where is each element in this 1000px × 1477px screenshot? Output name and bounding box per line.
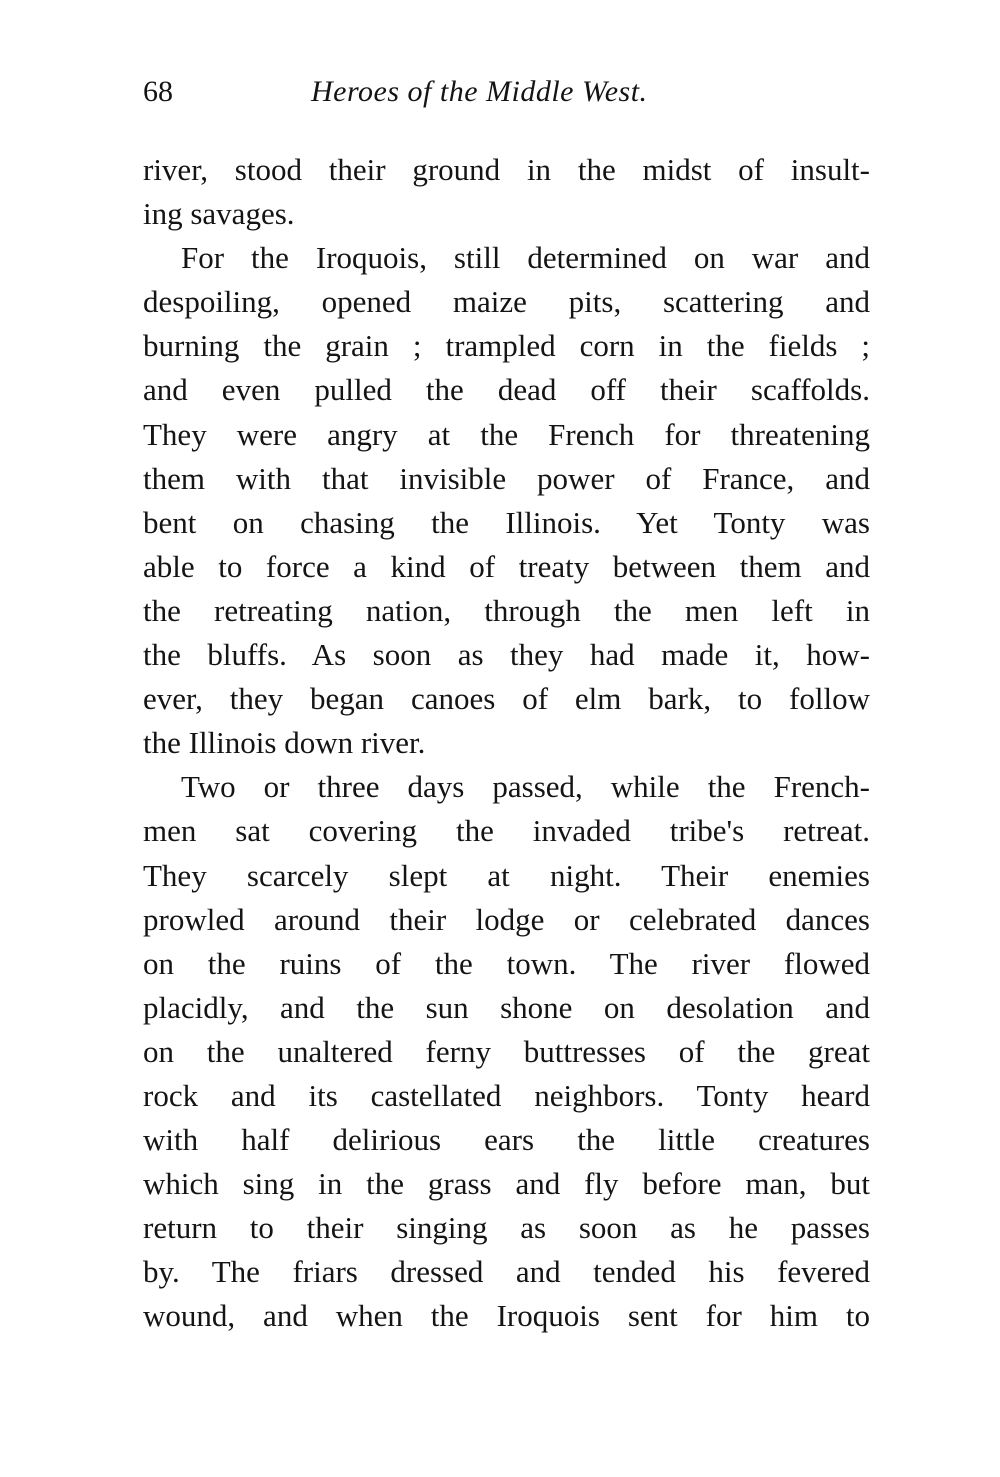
text-line: on the ruins of the town. The river flowed <box>143 945 870 981</box>
text-line: by. The friars dressed and tended his fevered <box>143 1254 870 1290</box>
text-line: them with that invisible power of France, and <box>143 460 870 496</box>
text-line: ever, they began canoes of elm bark, to follow <box>143 681 870 717</box>
text-line: return to their singing as soon as he passes <box>143 1210 870 1246</box>
text-line: the Illinois down river. <box>143 725 426 761</box>
text-line: river, stood their ground in the midst of insult- <box>143 152 870 187</box>
text-line: prowled around their lodge or celebrated dances <box>143 901 870 937</box>
text-line: placidly, and the sun shone on desolation and <box>143 989 870 1025</box>
text-line: able to force a kind of treaty between them and <box>143 548 870 584</box>
text-line: wound, and when the Iroquois sent for him to <box>143 1298 870 1334</box>
text-line: ing savages. <box>143 196 295 232</box>
text-line: and even pulled the dead off their scaffolds. <box>143 372 870 408</box>
page-number: 68 <box>143 75 173 108</box>
text-line: burning the grain ; trampled corn in the fields ; <box>143 328 870 364</box>
text-line: the retreating nation, through the men left in <box>143 592 870 628</box>
text-line: the bluffs. As soon as they had made it, how- <box>143 637 870 673</box>
text-line: men sat covering the invaded tribe's retreat. <box>143 813 870 849</box>
text-line: Two or three days passed, while the French- <box>181 769 870 805</box>
running-title: Heroes of the Middle West. <box>311 75 648 108</box>
text-line: despoiling, opened maize pits, scattering and <box>143 284 870 320</box>
text-line: For the Iroquois, still determined on war and <box>181 240 870 276</box>
text-line: They were angry at the French for threatening <box>143 416 870 452</box>
running-head <box>143 70 870 114</box>
text-line: They scarcely slept at night. Their enemies <box>143 857 870 893</box>
text-line: which sing in the grass and fly before man, but <box>143 1166 870 1202</box>
body-text <box>143 148 870 1339</box>
text-line: with half delirious ears the little creatures <box>143 1122 870 1158</box>
text-line: on the unaltered ferny buttresses of the great <box>143 1033 870 1069</box>
text-line: bent on chasing the Illinois. Yet Tonty was <box>143 504 870 540</box>
text-line: rock and its castellated neighbors. Tonty heard <box>143 1077 870 1113</box>
